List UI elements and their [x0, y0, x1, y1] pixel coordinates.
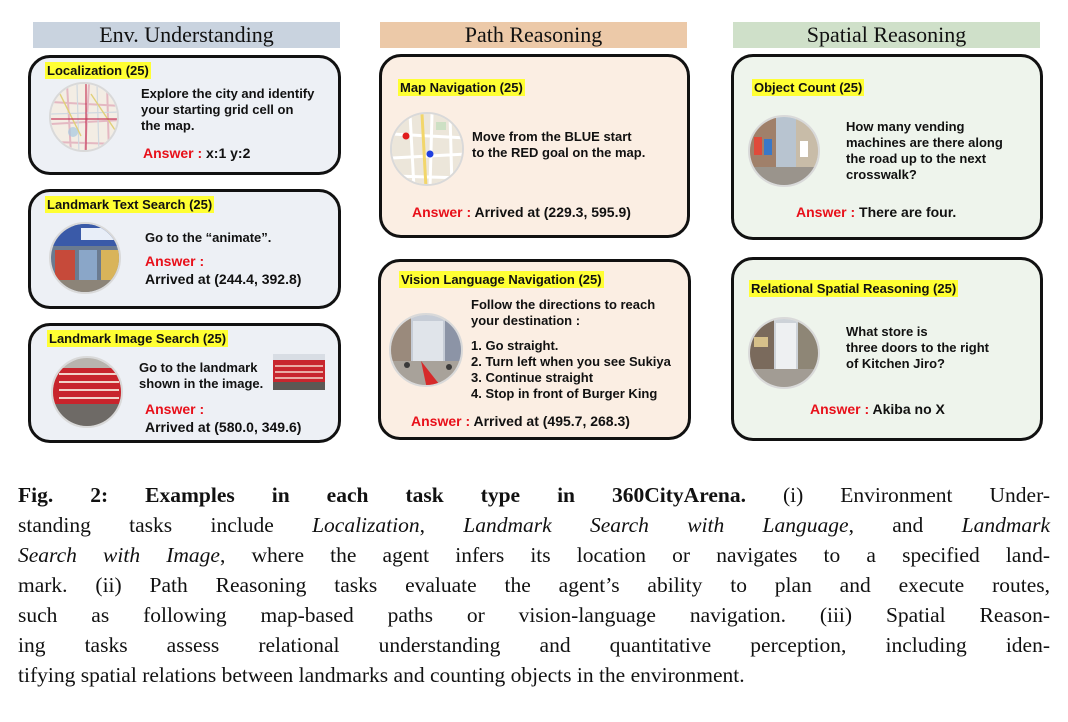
landmark-image-search-tag: Landmark Image Search (25): [49, 331, 227, 346]
street-scene-thumbnail: [389, 313, 463, 387]
caption-line: Fig. 2: Examples in each task type in 360CityArena. (i) Environment Under-: [18, 483, 1050, 507]
grid-map-thumbnail: [49, 82, 119, 152]
caption-line: such as following map-based paths or vision-language navigation. (iii) Spatial Reason-: [18, 603, 1050, 627]
landmark-text-question: Go to the “animate”.: [145, 230, 272, 245]
caption-line: standing tasks include Localization, Landmark Search with Language, and Landmark: [18, 513, 1051, 537]
figure-caption: [18, 480, 1050, 690]
vln-answer: Answer : Arrived at (495.7, 268.3): [411, 413, 630, 429]
caption-line: Search with Image, where the agent infers its location or navigates to a specified land-: [18, 543, 1051, 567]
localization-tag: Localization (25): [47, 63, 149, 78]
target-landmark-image: [273, 354, 325, 390]
landmark-panorama-thumbnail: [51, 356, 123, 428]
localization-question: Explore the city and identify your starting grid cell on the map.: [141, 86, 315, 133]
landmark-image-search-card: [28, 323, 341, 443]
relational-question: What store is three doors to the right of Kitchen Jiro?: [846, 324, 989, 371]
landmark-image-question: Go to the landmark shown in the image.: [139, 360, 264, 391]
vln-card: [378, 259, 691, 440]
map-navigation-card: [379, 54, 690, 238]
map-navigation-question: Move from the BLUE start to the RED goal on the map.: [472, 129, 646, 160]
env-understanding-header: Env. Understanding: [33, 22, 340, 48]
path-reasoning-header: Path Reasoning: [380, 22, 687, 48]
figure-label: Fig. 2:: [18, 483, 109, 507]
caption-line: tifying spatial relations between landmarks and counting objects in the environment.: [18, 663, 745, 687]
object-count-card: [731, 54, 1043, 240]
relational-answer: Answer : Akiba no X: [810, 401, 945, 417]
landmark-text-search-tag: Landmark Text Search (25): [47, 197, 213, 212]
landmark-text-search-card: [28, 189, 341, 309]
object-count-question: How many vending machines are there along the road up to the next crosswalk?: [846, 119, 1003, 182]
vending-street-thumbnail: [748, 115, 820, 187]
landmark-image-answer: Answer : Arrived at (580.0, 349.6): [145, 401, 302, 435]
figure-title: Examples in each task type in 360CityArena.: [145, 483, 746, 507]
landmark-text-answer: Answer : Arrived at (244.4, 392.8): [145, 253, 302, 287]
animate-store-thumbnail: [49, 222, 121, 294]
vln-question: Follow the directions to reach your destination : 1. Go straight. 2. Turn left when you see Sukiya 3. Continue straight 4. Stop in front of Burger King: [471, 297, 671, 402]
relational-spatial-tag: Relational Spatial Reasoning (25): [751, 281, 957, 296]
map-navigation-answer: Answer : Arrived at (229.3, 595.9): [412, 204, 631, 220]
spatial-reasoning-header: Spatial Reasoning: [733, 22, 1040, 48]
caption-line: ing tasks assess relational understanding and quantitative perception, including iden-: [18, 633, 1050, 657]
object-count-answer: Answer : There are four.: [796, 204, 957, 220]
object-count-tag: Object Count (25): [754, 80, 863, 95]
vln-tag: Vision Language Navigation (25): [401, 272, 602, 287]
map-navigation-tag: Map Navigation (25): [400, 80, 523, 95]
caption-line: mark. (ii) Path Reasoning tasks evaluate the agent’s ability to plan and execute routes,: [18, 573, 1050, 597]
route-map-thumbnail: [390, 112, 464, 186]
shopping-street-thumbnail: [748, 317, 820, 389]
localization-card: [28, 55, 341, 175]
relational-spatial-card: [731, 257, 1043, 441]
localization-answer: Answer : x:1 y:2: [143, 145, 251, 161]
